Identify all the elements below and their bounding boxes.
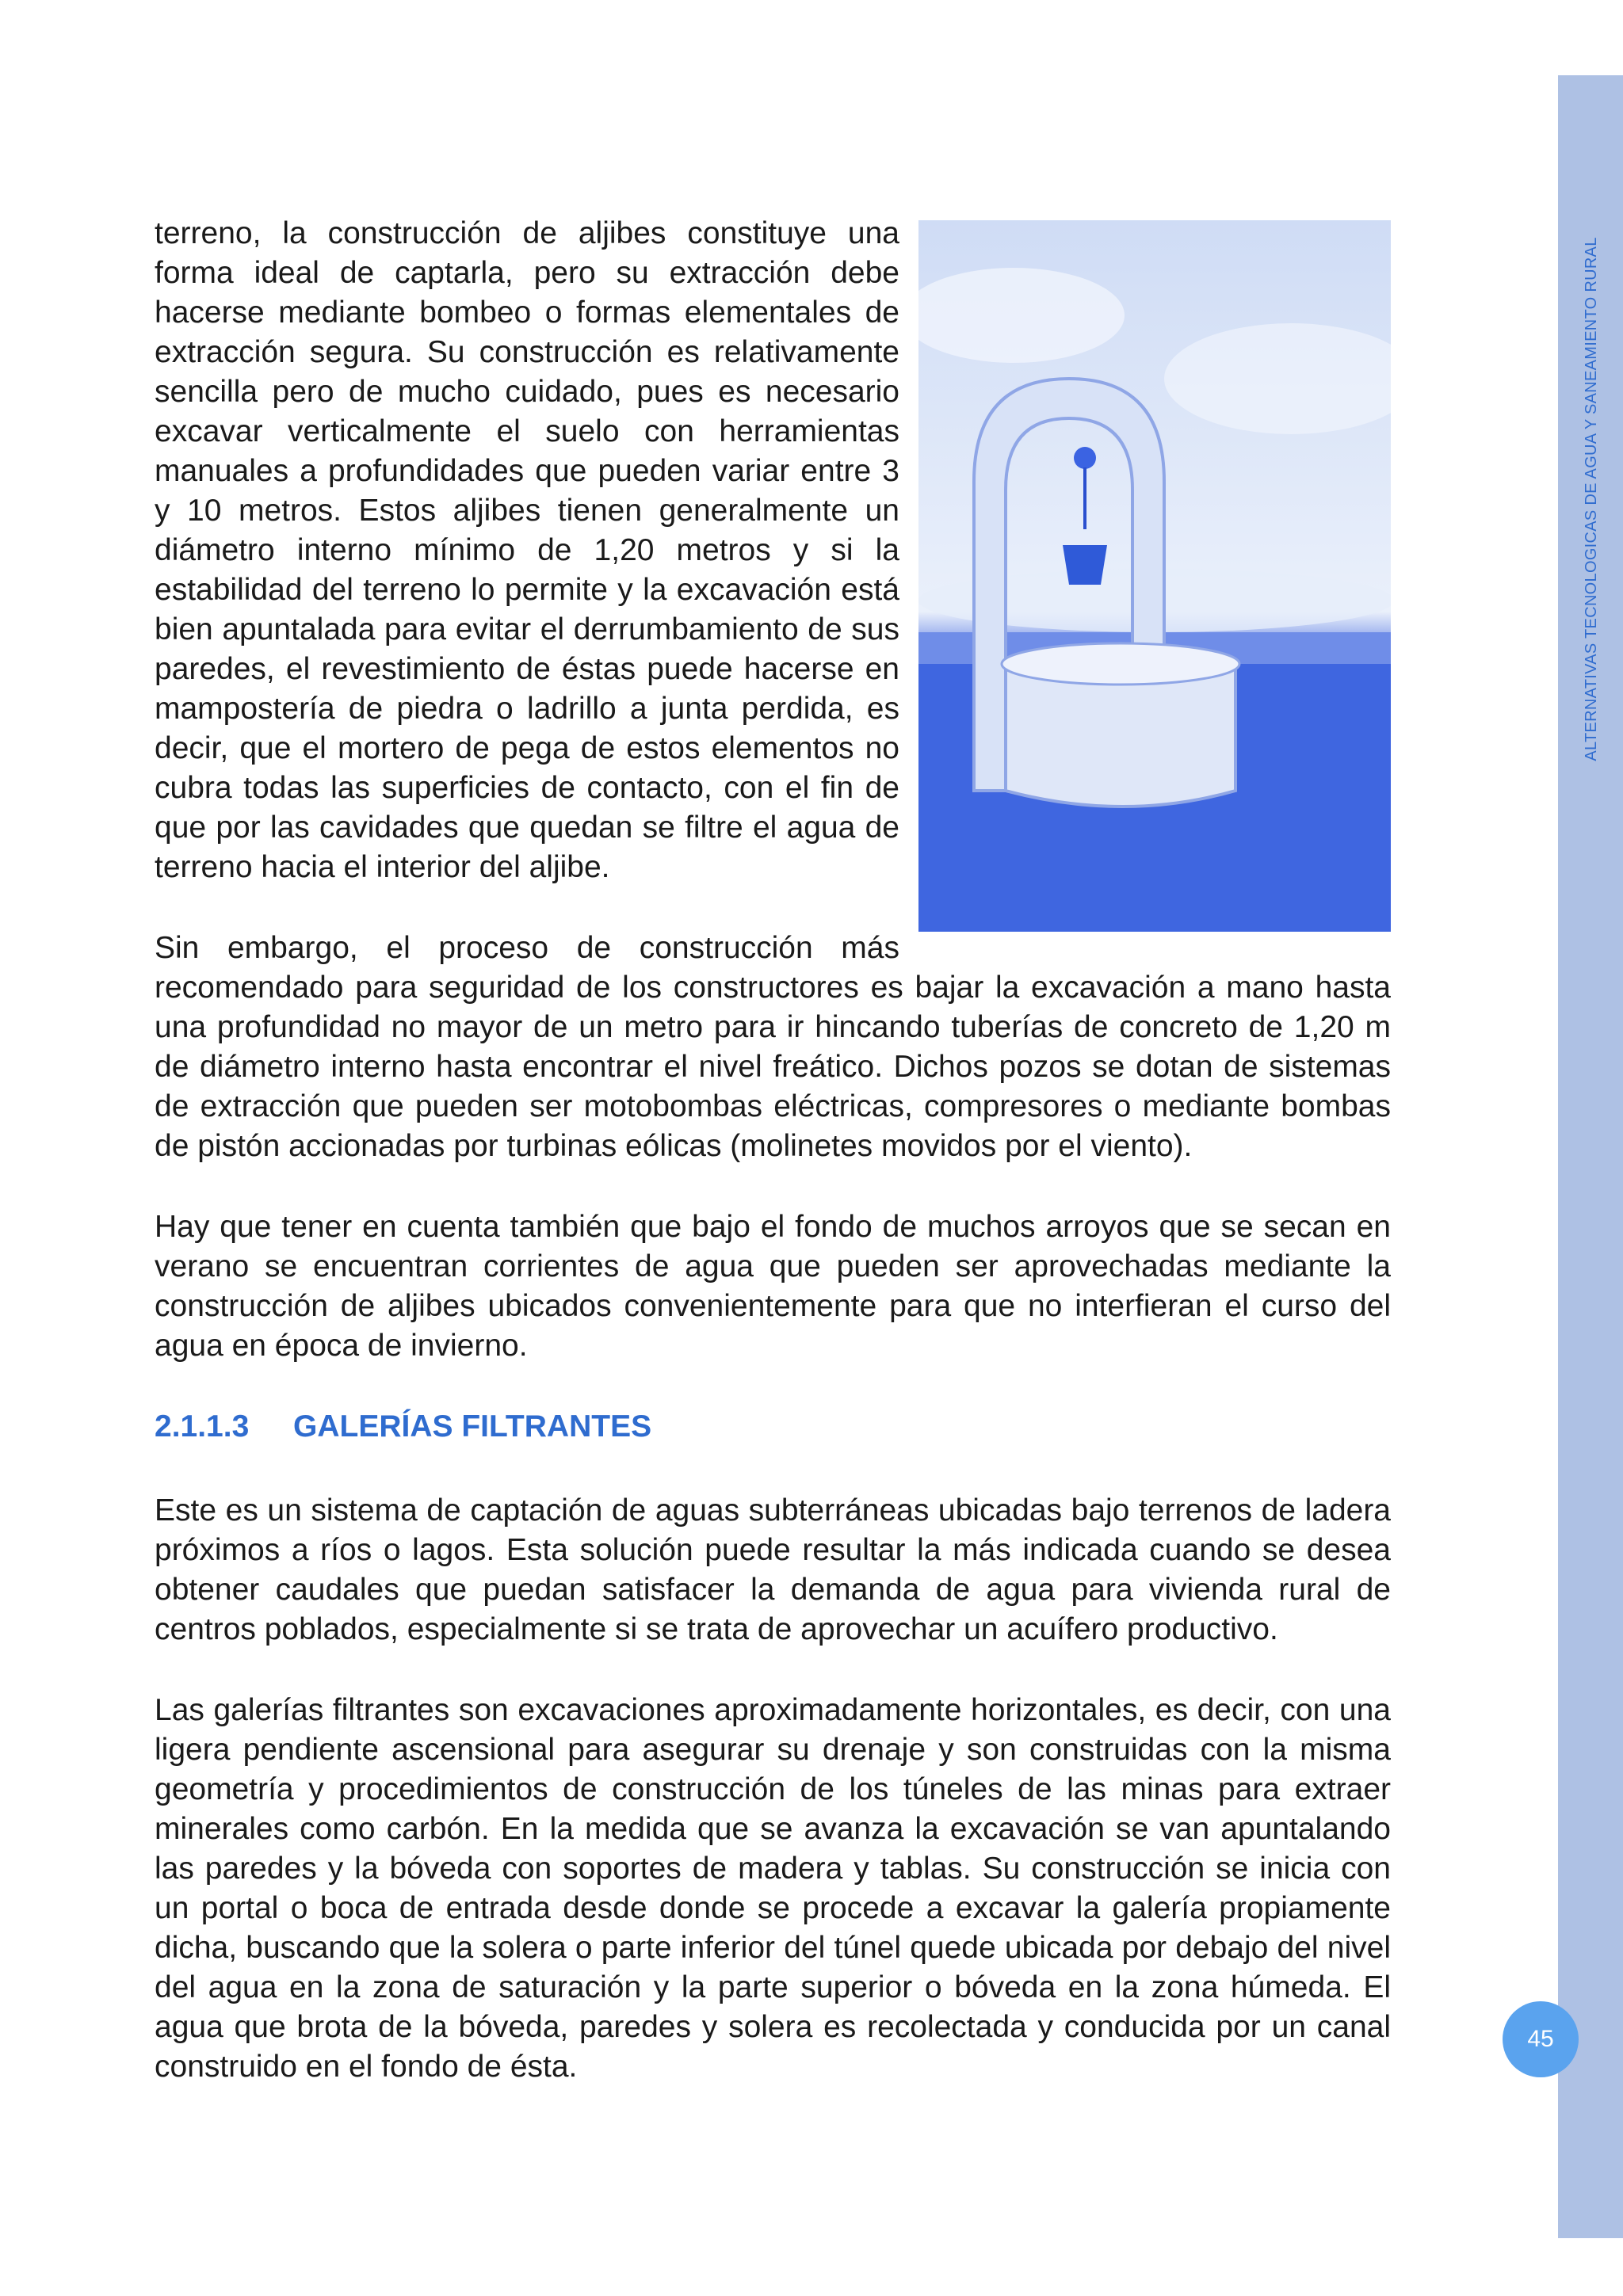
water-well-illustration	[918, 220, 1391, 932]
paragraph-5: Las galerías filtrantes son excavaciones aproximadamente horizontales, es decir, con una ligera pendiente ascensional para asegurar su drenaje y son construidas con la misma geometría y procedimientos de construcción de los túneles de las minas para extraer minerales como carbón. En la medida que se avanza la excavación se van apuntalando las paredes y la bóveda con soportes de madera y tablas. Su construcción se inicia con un portal o boca de entrada desde donde se procede a excavar la galería propiamente dicha, buscando que la solera o parte inferior del túnel quede ubicada por debajo del nivel del agua en la zona de saturación y la parte superior o bóveda en la zona húmeda. El agua que brota de la bóveda, paredes y solera es recolectada y conducida por un canal construido en el fondo de ésta.	[155, 1693, 1391, 2084]
running-header: ALTERNATIVAS TECNOLOGICAS DE AGUA Y SANEAMIENTO RURAL	[1583, 237, 1600, 761]
paragraph-4: Este es un sistema de captación de aguas subterráneas ubicadas bajo terrenos de ladera próximos a ríos o lagos. Esta solución puede resultar la más indicada cuando se desea obtener caudales que puedan satisfacer la demanda de agua para vivienda rural de centros poblados, especialmente si se trata de aprovechar un acuífero productivo.	[155, 1493, 1391, 1646]
paragraph-3: Hay que tener en cuenta también que bajo el fondo de muchos arroyos que se secan en verano se encuentran corrientes de agua que pueden ser aprovechadas mediante la construcción de aljibes ubicados convenientemente para que no interfieran el curso del agua en época de invierno.	[155, 1210, 1391, 1363]
section-heading	[155, 1407, 1391, 1447]
page-number: 45	[1503, 2001, 1579, 2077]
section-number: 2.1.1.3	[155, 1409, 250, 1444]
paragraph-2: Sin embargo, el proceso de construcción más recomendado para seguridad de los constructores es bajar la excavación a mano hasta una profundidad no mayor de un metro para ir hincando tuberías de concreto de 1,20 m de diámetro interno hasta encontrar el nivel freático. Dichos pozos se dotan de sistemas de extracción que pueden ser motobombas eléctricas, compresores o mediante bombas de pistón accionadas por turbinas eólicas (molinetes movidos por el viento).	[155, 931, 1391, 1163]
section-title: GALERÍAS FILTRANTES	[293, 1409, 652, 1444]
water-well-image	[918, 220, 1391, 932]
paragraph-1: terreno, la construcción de aljibes constituye una forma ideal de captarla, pero su extracción debe hacerse mediante bombeo o formas elementales de extracción segura. Su construcción es relativamente sencilla pero de mucho cuidado, pues es necesario excavar verticalmente el suelo con herramientas manuales a profundidades que pueden variar entre 3 y 10 metros. Estos aljibes tienen generalmente un diámetro interno mínimo de 1,20 metros y si la estabilidad del terreno lo permite y la excavación está bien apuntalada para evitar el derrumbamiento de sus paredes, el revestimiento de éstas puede hacerse en mampostería de piedra o ladrillo a junta perdida, es decir, que el mortero de pega de estos elementos no cubra todas las superficies de contacto, con el fin de que por las cavidades que quedan se filtre el agua de terreno hacia el interior del aljibe.	[155, 216, 899, 884]
page-content	[155, 214, 1391, 2128]
intro-block	[155, 214, 1391, 1207]
